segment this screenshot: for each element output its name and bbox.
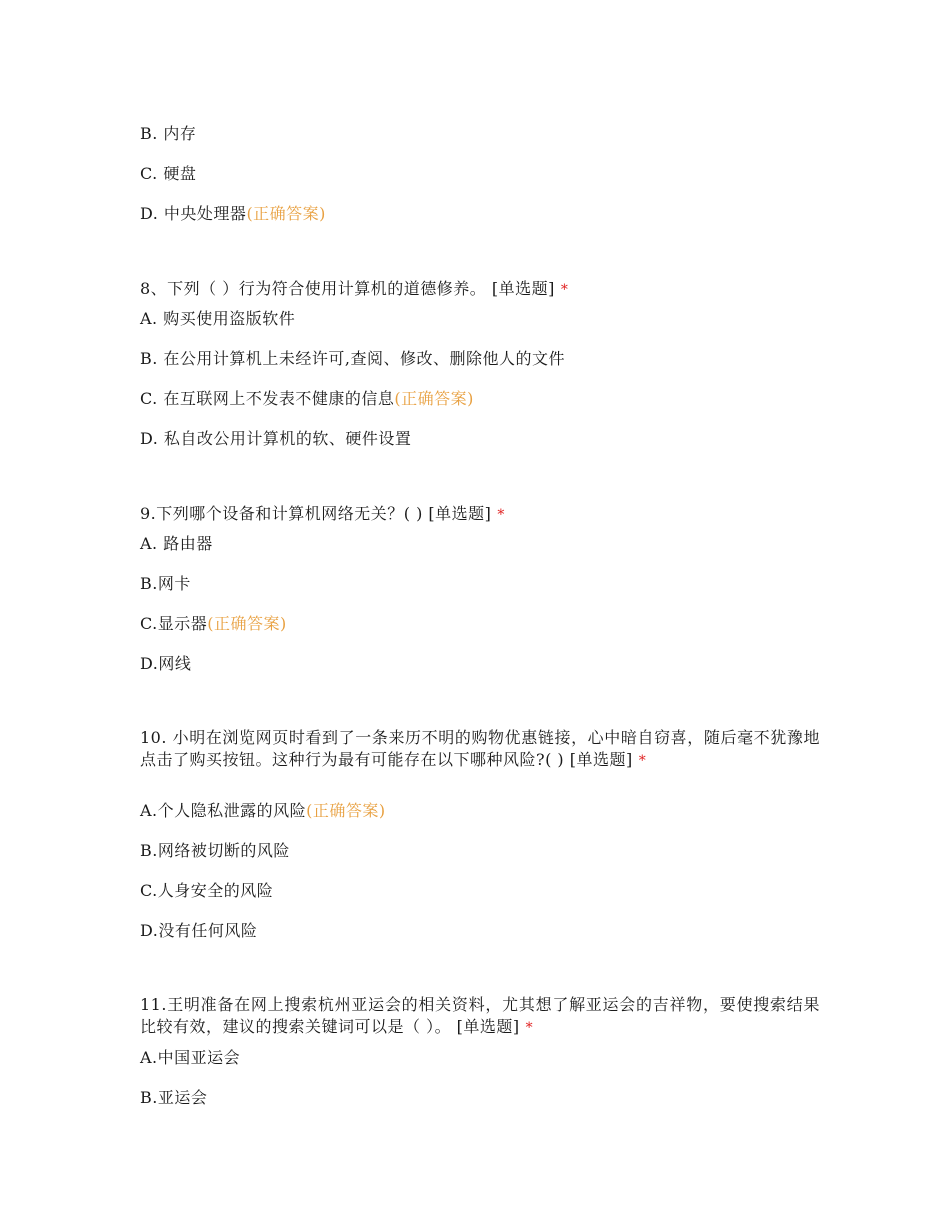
q8-option-c[interactable] [140, 389, 474, 409]
question-text: 10. 小明在浏览网页时看到了一条来历不明的购物优惠链接，心中暗自窃喜，随后毫不犹豫地点击了购买按钮。这种行为最有可能存在以下哪种风险?( ) [单选题] [140, 728, 820, 769]
option-text: B.网卡 [140, 574, 191, 593]
q10-option-a[interactable] [140, 801, 386, 821]
option-text: C. 硬盘 [140, 164, 197, 183]
q8-title [140, 278, 568, 301]
q10-option-b[interactable] [140, 841, 290, 861]
option-text: D.网线 [140, 654, 192, 673]
option-text: C.人身安全的风险 [140, 881, 274, 900]
q10-title [140, 727, 820, 772]
q10-option-c[interactable] [140, 881, 273, 901]
correct-answer-marker: (正确答案) [207, 614, 287, 633]
correct-answer-marker: (正确答案) [394, 389, 474, 408]
q9-option-b[interactable] [140, 574, 191, 594]
q8-option-a[interactable] [140, 309, 295, 329]
q9-title [140, 503, 505, 526]
q11-title [140, 994, 820, 1039]
correct-answer-marker: (正确答案) [306, 801, 386, 820]
required-marker: * [525, 1020, 534, 1036]
q7-option-c[interactable] [140, 164, 196, 184]
q8-option-d[interactable] [140, 429, 411, 449]
option-text: D.没有任何风险 [140, 921, 258, 940]
option-text: B.亚运会 [140, 1088, 208, 1107]
required-marker: * [497, 507, 505, 523]
option-text: D. 私自改公用计算机的软、硬件设置 [140, 429, 412, 448]
option-text: B. 内存 [140, 124, 197, 143]
q10-option-d[interactable] [140, 921, 257, 941]
option-text: C.显示器 [140, 614, 208, 633]
correct-answer-marker: (正确答案) [246, 204, 326, 223]
required-marker: * [638, 753, 647, 769]
q11-option-a[interactable] [140, 1048, 240, 1068]
q7-option-b[interactable] [140, 124, 196, 144]
q7-option-d[interactable] [140, 204, 326, 224]
option-text: A.中国亚运会 [140, 1048, 241, 1067]
option-text: C. 在互联网上不发表不健康的信息 [140, 389, 395, 408]
q9-option-d[interactable] [140, 654, 191, 674]
required-marker: * [560, 282, 569, 298]
option-text: A. 购买使用盗版软件 [140, 309, 296, 328]
question-text: 8、下列（ ）行为符合使用计算机的道德修养。 [单选题] [140, 279, 555, 298]
q11-option-b[interactable] [140, 1088, 207, 1108]
question-text: 9.下列哪个设备和计算机网络无关？( ) [单选题] [140, 504, 492, 523]
option-text: B. 在公用计算机上未经许可,查阅、修改、删除他人的文件 [140, 349, 566, 368]
option-text: A. 路由器 [140, 534, 213, 553]
option-text: A.个人隐私泄露的风险 [140, 801, 307, 820]
q8-option-b[interactable] [140, 349, 565, 369]
question-text: 11.王明准备在网上搜索杭州亚运会的相关资料，尤其想了解亚运会的吉祥物，要使搜索结果比较有效，建议的搜索关键词可以是（ ）。 [单选题] [140, 995, 820, 1036]
option-text: B.网络被切断的风险 [140, 841, 290, 860]
q9-option-c[interactable] [140, 614, 287, 634]
option-text: D. 中央处理器 [140, 204, 247, 223]
q9-option-a[interactable] [140, 534, 213, 554]
